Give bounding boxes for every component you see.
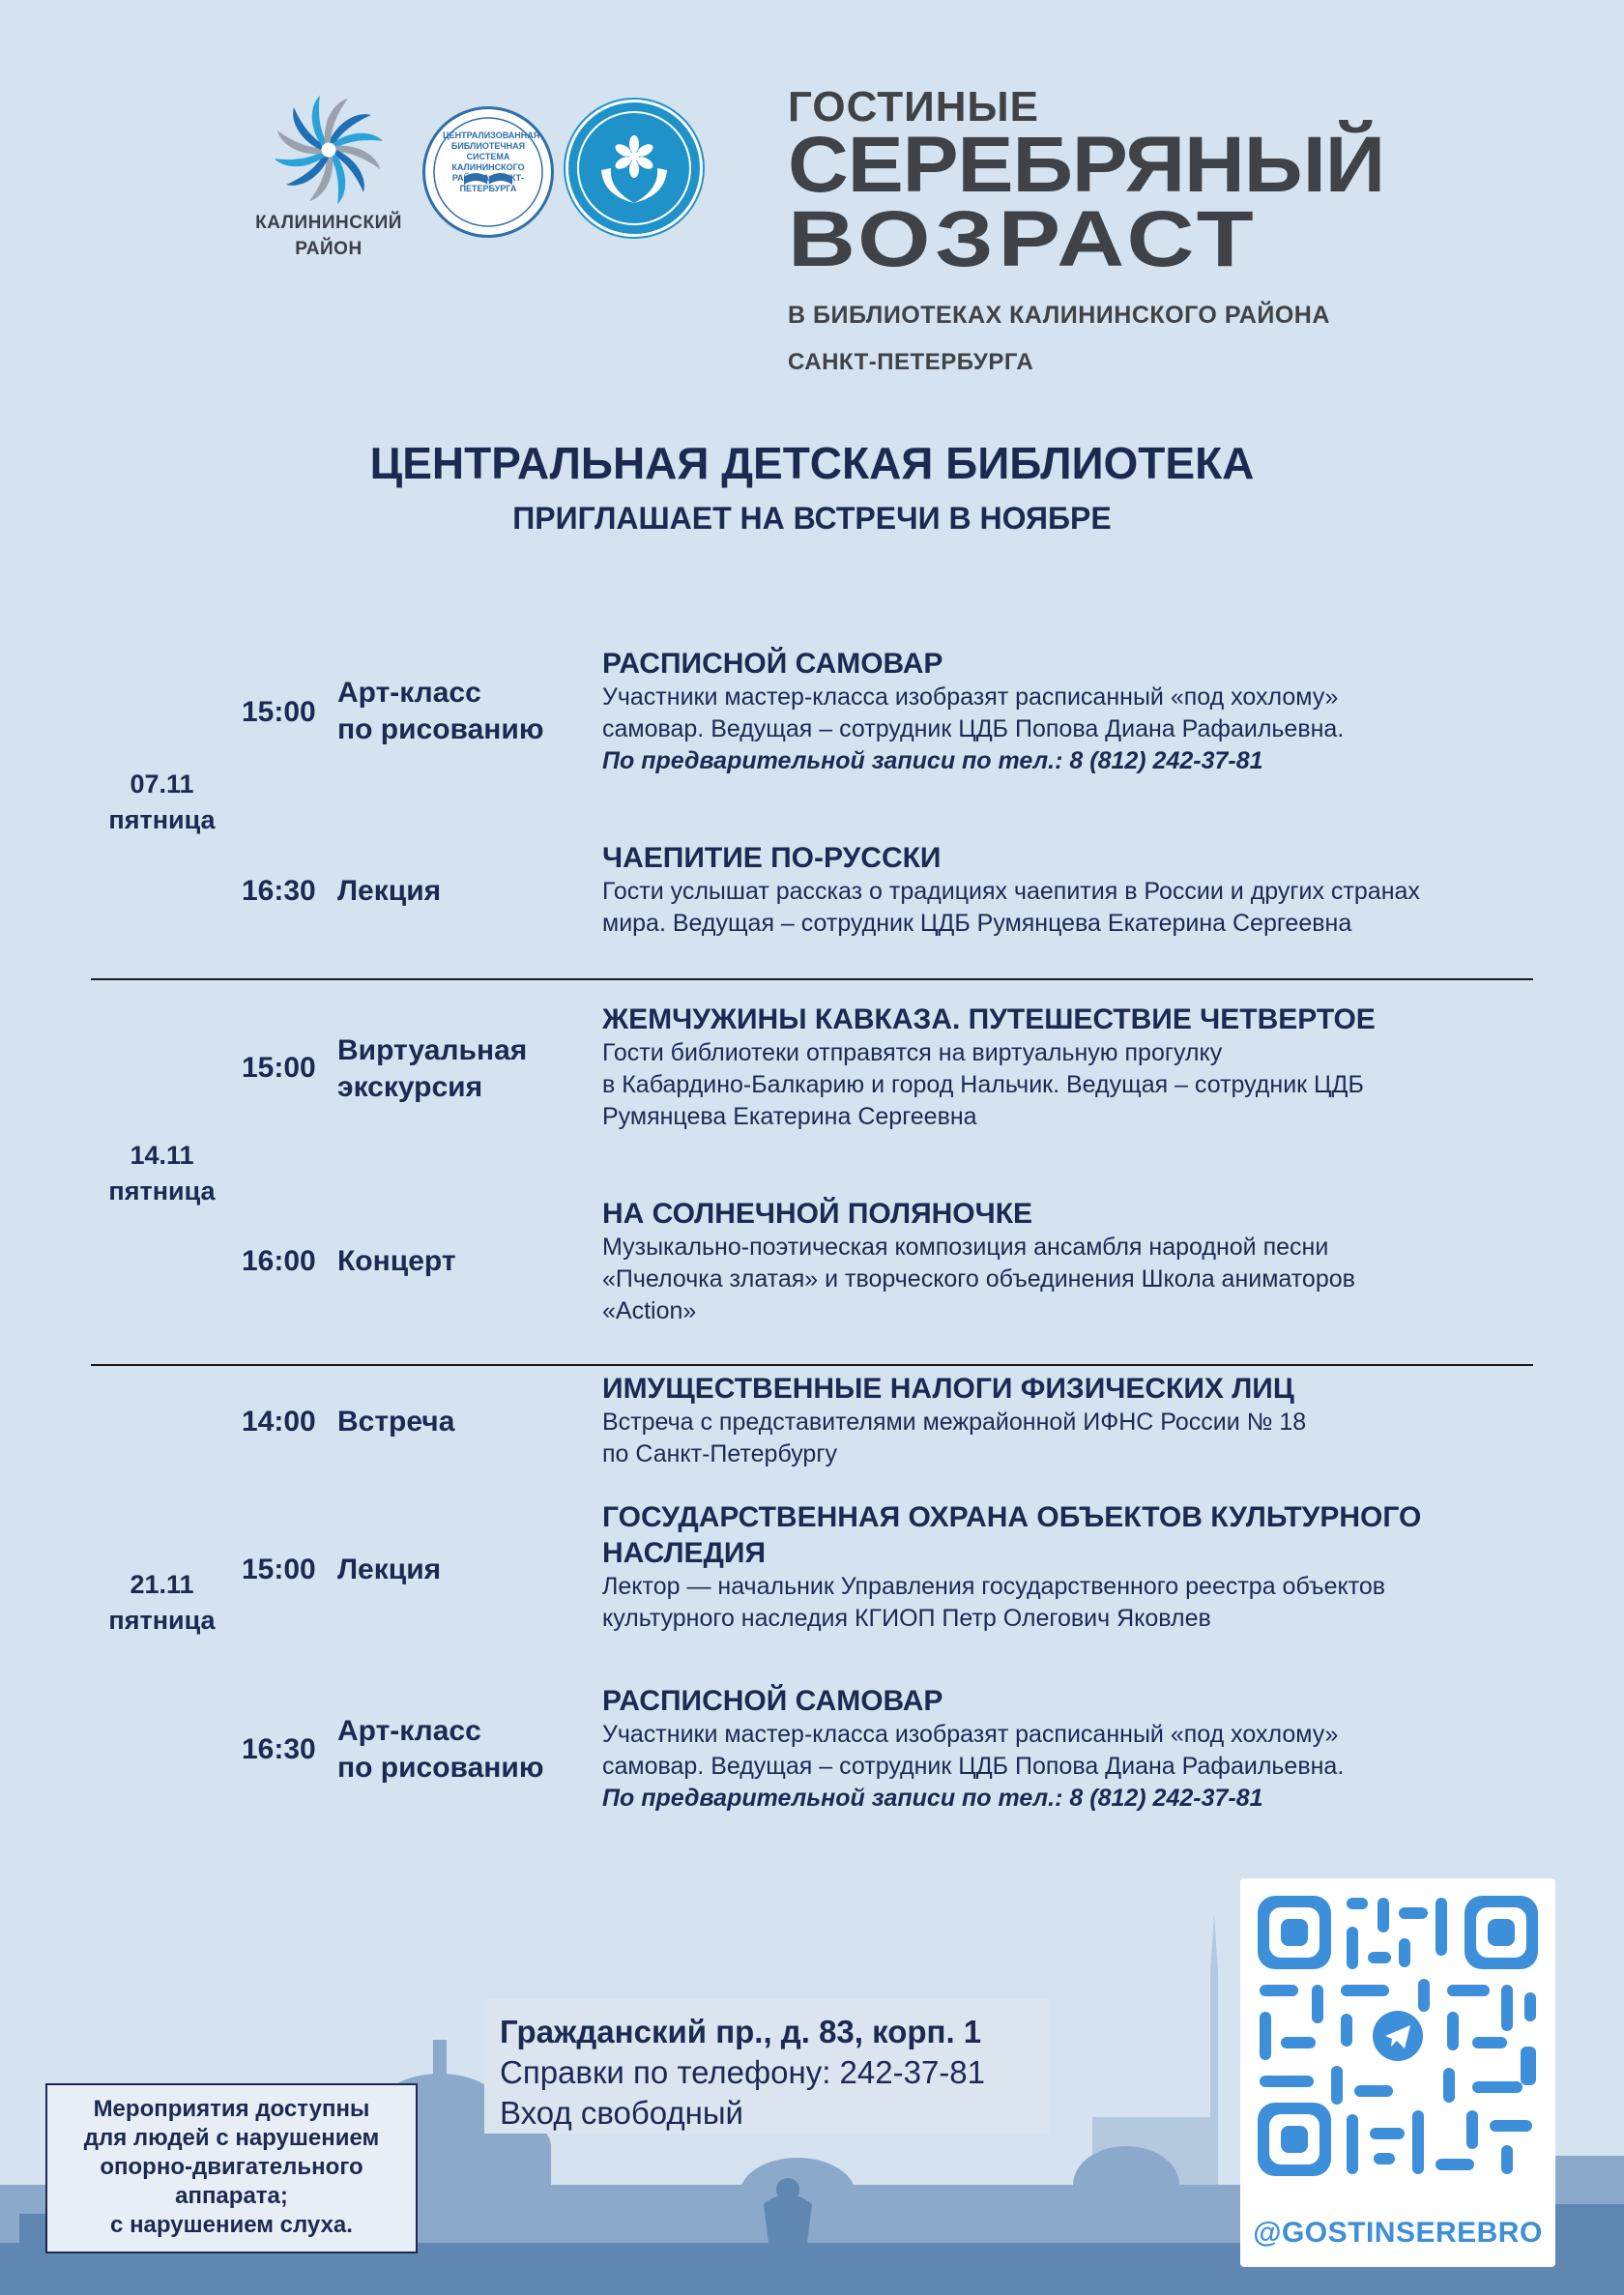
library-seal-text: ЦЕНТРАЛИЗОВАННАЯ БИБЛИОТЕЧНАЯ СИСТЕМА КАЛИНИНСКОГО РАЙОНА САНКТ-ПЕТЕРБУРГА	[443, 131, 540, 193]
event-kind-line: Арт-класс	[337, 677, 481, 709]
telegram-handle[interactable]: @GOSTINSEREBRO	[1253, 2217, 1543, 2249]
registration-note: По предварительной записи по тел.: 8 (812) 242-37-81	[602, 1785, 1263, 1812]
event-kind	[337, 1713, 543, 1787]
accessibility-line: с нарушением слуха.	[110, 2212, 353, 2238]
event-time: 14:00	[242, 1406, 316, 1438]
event-description: Гости библиотеки отправятся на виртуальную прогулку	[602, 1039, 1223, 1066]
event-title: ИМУЩЕСТВЕННЫЕ НАЛОГИ ФИЗИЧЕСКИХ ЛИЦ	[602, 1373, 1294, 1405]
event-description: Участники мастер-класса изобразят расписанный «под хохлому»	[602, 1721, 1339, 1748]
brand-subline-1: В БИБЛИОТЕКАХ КАЛИНИНСКОГО РАЙОНА	[788, 302, 1330, 329]
event-kind-line: Лекция	[337, 875, 442, 907]
event-kind-line: Концерт	[337, 1245, 456, 1277]
event-kind-line: по рисованию	[337, 1752, 544, 1784]
event-kind-line: экскурсия	[337, 1071, 483, 1103]
event-details	[602, 1371, 1550, 1470]
event-kind	[337, 873, 441, 910]
event-time: 16:00	[242, 1245, 316, 1277]
brand-serebryany: СЕРЕБРЯНЫЙ	[788, 121, 1385, 209]
page-title: ЦЕНТРАЛЬНАЯ ДЕТСКАЯ БИБЛИОТЕКА	[369, 438, 1255, 488]
event-kind-line: по рисованию	[337, 713, 544, 745]
event-kind-line: Арт-класс	[337, 1715, 481, 1747]
brand-block	[788, 83, 1385, 376]
event-kind	[337, 1032, 527, 1106]
event-time: 15:00	[242, 1554, 316, 1585]
event-title: РАСПИСНОЙ САМОВАР	[602, 1685, 943, 1717]
day-date	[92, 1567, 232, 1639]
event-details	[602, 1002, 1550, 1133]
event-description: культурного наследия КГИОП Петр Олегович Яковлев	[602, 1605, 1211, 1632]
day-date	[92, 767, 232, 838]
event-title: ЧАЕПИТИЕ ПО-РУССКИ	[602, 842, 942, 874]
address-block	[484, 1998, 1050, 2134]
accessibility-line: Мероприятия доступны	[93, 2096, 370, 2122]
date-value: 21.11	[130, 1570, 194, 1599]
event-description: Лектор — начальник Управления государственного реестра объектов	[602, 1573, 1386, 1600]
registration-note: По предварительной записи по тел.: 8 (812) 242-37-81	[602, 747, 1263, 774]
free-entry: Вход свободный	[500, 2095, 743, 2131]
event-details	[602, 840, 1550, 940]
weekday: пятница	[108, 1606, 216, 1635]
event-kind-line: Виртуальная	[337, 1034, 528, 1066]
event-details	[602, 1499, 1550, 1635]
event-kind	[337, 675, 543, 748]
kalininsky-district-logo	[246, 92, 411, 260]
day-divider	[91, 1364, 1533, 1366]
brand-gostinye: ГОСТИНЫЕ	[788, 83, 1039, 131]
event-title: ЖЕМЧУЖИНЫ КАВКАЗА. ПУТЕШЕСТВИЕ ЧЕТВЕРТОЕ	[602, 1003, 1376, 1035]
phone-info: Справки по телефону: 242-37-81	[500, 2054, 985, 2090]
foundation-seal	[566, 100, 703, 237]
date-value: 14.11	[130, 1141, 194, 1170]
date-value: 07.11	[130, 770, 194, 799]
event-time: 15:00	[242, 696, 316, 728]
event-title: ГОСУДАРСТВЕННАЯ ОХРАНА ОБЪЕКТОВ КУЛЬТУРНОГО	[602, 1501, 1422, 1533]
event-title: РАСПИСНОЙ САМОВАР	[602, 648, 943, 680]
day-date	[92, 1138, 232, 1209]
district-caption-2: РАЙОН	[295, 239, 362, 259]
event-kind-line: Лекция	[337, 1554, 442, 1585]
event-time: 15:00	[242, 1052, 316, 1084]
event-title: НАСЛЕДИЯ	[602, 1537, 767, 1569]
address: Гражданский пр., д. 83, корп. 1	[500, 2014, 982, 2049]
event-kind	[337, 1552, 441, 1588]
library-system-seal	[422, 106, 554, 238]
event-details	[602, 646, 1550, 777]
event-description: «Action»	[602, 1297, 697, 1324]
brand-subline-2: САНКТ-ПЕТЕРБУРГА	[788, 349, 1034, 375]
event-details	[602, 1683, 1550, 1815]
event-kind	[337, 1243, 456, 1280]
page-subtitle: ПРИГЛАШАЕТ НА ВСТРЕЧИ В НОЯБРЕ	[512, 501, 1112, 536]
event-description: Гости услышат рассказ о традициях чаепития в России и других странах	[602, 878, 1420, 905]
swirl-emblem-icon	[271, 92, 387, 208]
hands-flower-icon	[568, 102, 700, 234]
event-kind	[337, 1404, 454, 1440]
event-description: самовар. Ведущая – сотрудник ЦДБ Попова Диана Рафаильевна.	[602, 715, 1345, 742]
event-description: «Пчелочка златая» и творческого объединения Школа аниматоров	[602, 1265, 1355, 1293]
event-description: по Санкт-Петербургу	[602, 1440, 837, 1467]
event-time: 16:30	[242, 1733, 316, 1765]
qr-code-card[interactable]	[1240, 1878, 1555, 2267]
accessibility-line: аппарата;	[175, 2183, 288, 2209]
event-description: самовар. Ведущая – сотрудник ЦДБ Попова Диана Рафаильевна.	[602, 1753, 1345, 1780]
accessibility-line: для людей с нарушением	[83, 2125, 380, 2151]
event-description: Участники мастер-класса изобразят расписанный «под хохлому»	[602, 683, 1339, 711]
district-caption-1: КАЛИНИНСКИЙ	[255, 213, 402, 233]
qr-code-icon[interactable]	[1254, 1892, 1542, 2180]
event-title: НА СОЛНЕЧНОЙ ПОЛЯНОЧКЕ	[602, 1198, 1033, 1230]
event-description: Румянцева Екатерина Сергеевна	[602, 1103, 977, 1130]
accessibility-line: опорно-двигательного	[100, 2154, 363, 2180]
accessibility-notice	[45, 2083, 418, 2253]
event-description: Музыкально-поэтическая композиция ансамбля народной песни	[602, 1234, 1329, 1261]
brand-vozrast: ВОЗРАСТ	[788, 195, 1259, 283]
event-kind-line: Встреча	[337, 1406, 455, 1438]
day-divider	[91, 978, 1533, 980]
weekday: пятница	[108, 805, 216, 834]
event-time: 16:30	[242, 875, 316, 907]
event-description: Встреча с представителями межрайонной ИФНС России № 18	[602, 1409, 1307, 1436]
weekday: пятница	[108, 1177, 216, 1206]
event-description: в Кабардино-Балкарию и город Нальчик. Ведущая – сотрудник ЦДБ	[602, 1071, 1364, 1098]
event-details	[602, 1196, 1550, 1327]
event-description: мира. Ведущая – сотрудник ЦДБ Румянцева Екатерина Сергеевна	[602, 910, 1352, 937]
